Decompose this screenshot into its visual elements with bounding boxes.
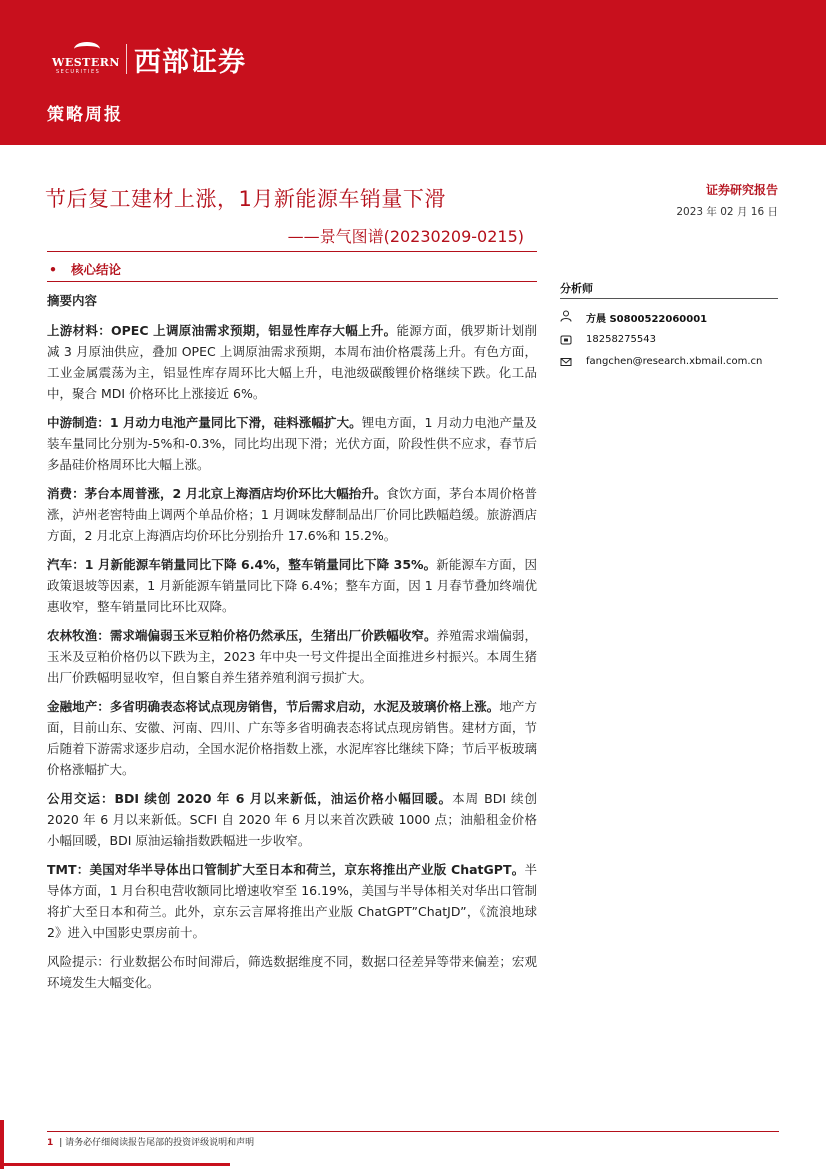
paragraph-body: 食饮方面，茅台本周价格普涨，泸州老窖特曲上调两个单品价格；1 月调味发酵制品出厂价同比跌幅趋缓。旅游酒店方面，2 月北京上海酒店均价环比分别抬升 17.6%和 15.2%。	[47, 486, 537, 543]
western-logo	[52, 42, 122, 75]
analyst-heading: 分析师	[560, 282, 593, 295]
paragraph-finance-realestate	[47, 696, 537, 780]
logo-divider	[126, 44, 127, 74]
footer	[47, 1135, 254, 1148]
report-subtitle: ——景气图谱(20230209-0215)	[287, 227, 524, 246]
analyst-phone: 18258275543	[586, 334, 656, 345]
bullet-icon: •	[49, 262, 57, 277]
report-title: 节后复工建材上涨，1月新能源车销量下滑	[45, 187, 446, 211]
corner-accent-vertical	[0, 1120, 4, 1169]
report-type: 证券研究报告	[705, 183, 778, 197]
paragraph-auto	[47, 554, 537, 617]
email-icon	[560, 356, 572, 368]
paragraph-risk	[47, 951, 537, 993]
paragraph-lead: 消费：茅台本周普涨，2 月北京上海酒店均价环比大幅抬升。	[47, 486, 387, 501]
paragraph-lead: 公用交运：BDI 续创 2020 年 6 月以来新低，油运价格小幅回暖。	[47, 791, 453, 806]
paragraph-consumer	[47, 483, 537, 546]
header-banner	[0, 0, 826, 145]
paragraph-lead: 农林牧渔：需求端偏弱玉米豆粕价格仍然承压，生猪出厂价跌幅收窄。	[47, 628, 437, 643]
report-section: 策略周报	[47, 105, 123, 125]
paragraph-lead: 汽车：1 月新能源车销量同比下降 6.4%，整车销量同比下降 35%。	[47, 557, 437, 572]
paragraph-tmt	[47, 859, 537, 943]
paragraph-body: 能源方面，俄罗斯计划削减 3 月原油供应，叠加 OPEC 上调原油需求预期，本周布油价格震荡上升。有色方面，工业金属震荡为主，铝显性库存周环比大幅上升，电池级碳酸锂价格继续下跌。化工品中，聚合 MDI 价格环比上涨接近 6%。	[47, 323, 537, 401]
logo-sub: SECURITIES	[56, 69, 101, 75]
corner-accent-horizontal	[0, 1163, 230, 1166]
title-divider	[47, 251, 537, 252]
paragraph-midstream	[47, 412, 537, 475]
report-date: 2023 年 02 月 16 日	[676, 206, 778, 218]
paragraph-utilities-transport	[47, 788, 537, 851]
paragraph-body: 新能源车方面，因政策退坡等因素，1 月新能源车销量同比下降 6.4%；整车方面，因 1 月春节叠加终端优惠收窄，整车销量同比环比双降。	[47, 557, 537, 614]
page-number: 1	[47, 1138, 54, 1148]
core-divider	[47, 281, 537, 282]
paragraph-body: 本周 BDI 续创 2020 年 6 月以来新低。SCFI 自 2020 年 6 月以来首次跌破 1000 点；油船租金价格小幅回暖，BDI 原油运输指数跌幅进一步收窄。	[47, 791, 537, 848]
footer-divider	[47, 1131, 779, 1132]
core-label: 核心结论	[71, 262, 122, 277]
logo-word: WESTERN	[52, 56, 120, 69]
paragraph-body: 养殖需求端偏弱，玉米及豆粕价格仍以下跌为主，2023 年中央一号文件提出全面推进乡村振兴。本周生猪出厂价跌幅明显收窄，但自繁自养生猪养殖利润亏损扩大。	[47, 628, 537, 685]
paragraph-body: 锂电方面，1 月动力电池产量及装车量同比分别为-5%和-0.3%，同比均出现下滑；光伏方面，阶段性供不应求，春节后多晶硅价格周环比大幅上涨。	[47, 415, 537, 472]
phone-icon	[560, 334, 572, 346]
brand-name: 西部证券	[134, 47, 246, 78]
paragraph-body: 半导体方面，1 月台积电营收额同比增速收窄至 16.19%，美国与半导体相关对华出口管制将扩大至日本和荷兰。此外，京东云言犀将推出产业版 ChatGPT”ChatJD”，《流浪地球 2》进入中国影史票房前十。	[47, 862, 537, 940]
disclaimer-text: | 请务必仔细阅读报告尾部的投资评级说明和声明	[59, 1138, 255, 1148]
paragraph-lead: 中游制造：1 月动力电池产量同比下滑，硅料涨幅扩大。	[47, 415, 362, 430]
analyst-panel	[560, 280, 780, 367]
analyst-name: 方晨 S0800522060001	[586, 314, 708, 325]
abstract-heading: 摘要内容	[47, 293, 98, 308]
analyst-divider	[560, 298, 778, 299]
paragraph-lead: TMT：美国对华半导体出口管制扩大至日本和荷兰，京东将推出产业版 ChatGPT。	[47, 862, 525, 877]
risk-warning: 风险提示：行业数据公布时间滞后，筛选数据维度不同，数据口径差异等带来偏差；宏观环境发生大幅变化。	[47, 954, 537, 990]
core-conclusion-heading	[49, 260, 121, 278]
person-icon	[560, 310, 572, 322]
abstract-body	[47, 290, 537, 1001]
paragraph-lead: 上游材料：OPEC 上调原油需求预期，铝显性库存大幅上升。	[47, 323, 397, 338]
paragraph-upstream	[47, 320, 537, 404]
paragraph-agriculture	[47, 625, 537, 688]
paragraph-lead: 金融地产：多省明确表态将试点现房销售，节后需求启动，水泥及玻璃价格上涨。	[47, 699, 500, 714]
analyst-email[interactable]: fangchen@research.xbmail.com.cn	[586, 356, 763, 367]
paragraph-body: 地产方面，目前山东、安徽、河南、四川、广东等多省明确表态将试点现房销售。建材方面，节后随着下游需求逐步启动，全国水泥价格指数上涨，水泥库容比继续下降；节后平板玻璃价格涨幅扩大。	[47, 699, 537, 777]
bull-horns-icon	[74, 42, 100, 56]
